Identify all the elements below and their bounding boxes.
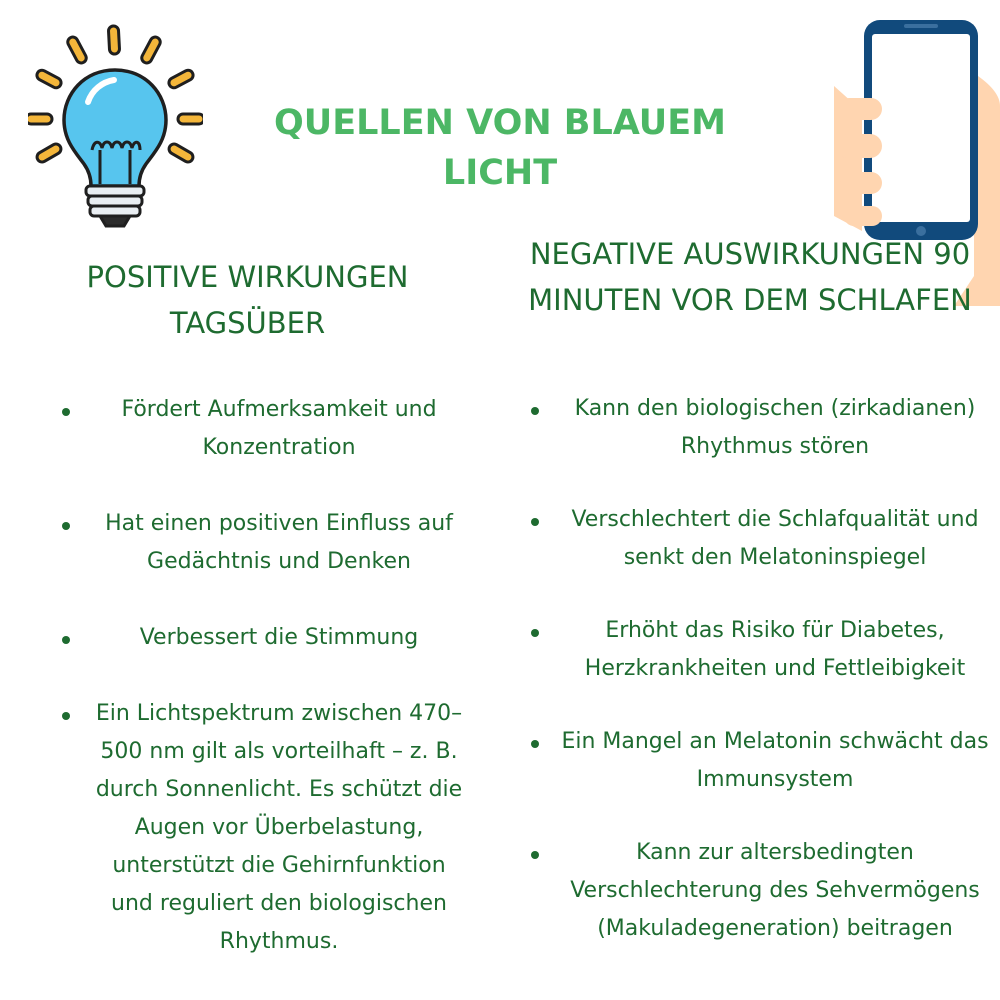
- list-item: [58, 619, 468, 657]
- list-item: [525, 834, 995, 948]
- list-item-text: Kann zur altersbedingten Verschlechterung des Sehvermögens (Makuladegeneration) beitragen: [570, 840, 980, 941]
- list-item: [525, 612, 995, 688]
- negative-effects-heading: NEGATIVE AUSWIRKUNGEN 90 MINUTEN VOR DEM SCHLAFEN: [528, 237, 972, 317]
- list-item: [525, 390, 995, 466]
- light-bulb-icon: [28, 22, 203, 232]
- list-item: [525, 501, 995, 577]
- list-item-text: Ein Lichtspektrum zwischen 470–500 nm gilt als vorteilhaft – z. B. durch Sonnenlicht. Es schützt die Augen vor Überbelastung, unterstützt die Gehirnfunktion und reguliert den biologischen Rhythmus.: [95, 701, 463, 954]
- list-item: [525, 723, 995, 799]
- list-item: [58, 695, 468, 961]
- bullet-icon: [62, 636, 70, 644]
- bullet-icon: [62, 712, 70, 720]
- bullet-icon: [62, 408, 70, 416]
- bullet-icon: [531, 851, 539, 859]
- bullet-icon: [531, 629, 539, 637]
- bullet-icon: [531, 407, 539, 415]
- list-item-text: Erhöht das Risiko für Diabetes, Herzkrankheiten und Fettleibigkeit: [584, 618, 966, 681]
- list-item-text: Verschlechtert die Schlafqualität und senkt den Melatoninspiegel: [571, 507, 979, 570]
- list-item: [58, 505, 468, 581]
- list-item-text: Verbessert die Stimmung: [139, 625, 419, 650]
- bullet-icon: [531, 740, 539, 748]
- page-title: QUELLEN VON BLAUEM LICHT: [274, 103, 726, 193]
- list-item-text: Ein Mangel an Melatonin schwächt das Immunsystem: [561, 729, 989, 792]
- bullet-icon: [531, 518, 539, 526]
- list-item: [58, 391, 468, 467]
- positive-effects-heading: POSITIVE WIRKUNGEN TAGSÜBER: [86, 260, 409, 340]
- list-item-text: Kann den biologischen (zirkadianen) Rhythmus stören: [574, 396, 976, 459]
- list-item-text: Hat einen positiven Einfluss auf Gedächtnis und Denken: [105, 511, 453, 574]
- bullet-icon: [62, 522, 70, 530]
- list-item-text: Fördert Aufmerksamkeit und Konzentration: [121, 397, 437, 460]
